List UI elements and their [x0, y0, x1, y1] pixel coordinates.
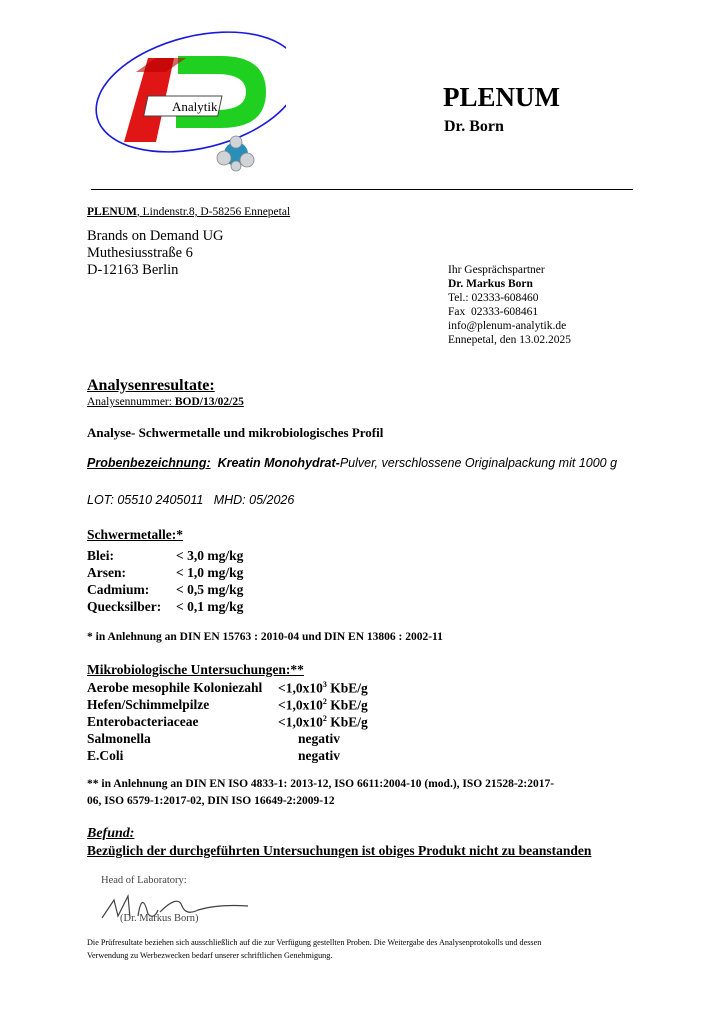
- heavy-metal-name-lead: Blei:: [87, 548, 114, 563]
- signature-head: Head of Laboratory:: [101, 875, 187, 886]
- micro-value-aerobic: [278, 680, 368, 697]
- heavy-metals-note: * in Anlehnung an DIN EN 15763 : 2010-04 und DIN EN 13806 : 2002-11: [87, 631, 443, 643]
- micro-value-yeast-base: <1,0x10: [278, 697, 323, 713]
- results-number-line: [87, 396, 244, 408]
- sender-line: [87, 206, 290, 218]
- micro-value-aerobic-unit: KbE/g: [326, 680, 368, 696]
- micro-value-yeast: [278, 697, 368, 714]
- heavy-metal-value-arsenic: < 1,0 mg/kg: [176, 565, 244, 580]
- heavy-metal-name-mercury: Quecksilber:: [87, 599, 162, 614]
- signature-name: (Dr. Markus Born): [120, 913, 199, 924]
- sender-name: PLENUM: [87, 206, 137, 218]
- recipient-line-2: Muthesiusstraße 6: [87, 245, 193, 261]
- sample-line: [87, 456, 617, 470]
- finding-text: Bezüglich der durchgeführten Untersuchungen ist obiges Produkt nicht zu beanstanden: [87, 843, 592, 858]
- heavy-metal-name-arsenic: Arsen:: [87, 565, 126, 580]
- results-number-label: Analysennummer:: [87, 396, 175, 408]
- micro-value-ecoli: negativ: [298, 748, 340, 763]
- sample-label: Probenbezeichnung:: [87, 456, 211, 470]
- heavy-metal-value-mercury: < 0,1 mg/kg: [176, 599, 244, 614]
- micro-value-entero-exp: 2: [322, 714, 327, 723]
- micro-note-line-2: 06, ISO 6579-1:2017-02, DIN ISO 16649-2:2009-12: [87, 795, 335, 807]
- micro-note-line-1: ** in Anlehnung an DIN EN ISO 4833-1: 2013-12, ISO 6611:2004-10 (mod.), ISO 21528-2:2017-: [87, 778, 555, 790]
- micro-name-salmonella: Salmonella: [87, 731, 151, 746]
- results-number: BOD/13/02/25: [174, 396, 244, 408]
- footer-line-2: Verwendung zu Werbezwecken bedarf unserer schriftlichen Genehmigung.: [87, 951, 333, 960]
- contact-name: Dr. Markus Born: [448, 278, 533, 290]
- heavy-metal-name-cadmium: Cadmium:: [87, 582, 150, 597]
- contact-fax: Fax 02333-608461: [448, 306, 539, 318]
- micro-value-entero-unit: KbE/g: [326, 714, 368, 730]
- plenum-analytik-logo: [86, 30, 286, 180]
- micro-value-salmonella: negativ: [298, 731, 340, 746]
- company-name: PLENUM: [443, 82, 560, 112]
- results-subtitle: Analyse- Schwermetalle und mikrobiologisches Profil: [87, 425, 384, 440]
- micro-value-aerobic-base: <1,0x10: [278, 680, 323, 696]
- micro-value-entero: [278, 714, 368, 731]
- heavy-metals-title: Schwermetalle:*: [87, 527, 183, 542]
- micro-name-entero: Enterobacteriaceae: [87, 714, 199, 729]
- micro-value-aerobic-exp: 3: [322, 680, 327, 689]
- micro-value-yeast-exp: 2: [322, 697, 327, 706]
- micro-value-yeast-unit: KbE/g: [326, 697, 368, 713]
- micro-name-yeast: Hefen/Schimmelpilze: [87, 697, 210, 712]
- sender-address: , Lindenstr.8, D-58256 Ennepetal: [136, 206, 291, 218]
- finding-title: Befund:: [87, 826, 135, 841]
- header-divider: [91, 189, 633, 190]
- heavy-metal-value-lead: < 3,0 mg/kg: [176, 548, 244, 563]
- sample-lot: LOT: 05510 2405011 MHD: 05/2026: [87, 493, 295, 507]
- micro-name-ecoli: E.Coli: [87, 748, 124, 763]
- sample-product: Kreatin Monohydrat-: [217, 456, 340, 470]
- micro-title: Mikrobiologische Untersuchungen:**: [87, 662, 304, 677]
- contact-label: Ihr Gesprächspartner: [448, 264, 545, 276]
- results-title: Analysenresultate:: [87, 377, 215, 394]
- contact-email: info@plenum-analytik.de: [448, 320, 567, 332]
- recipient-line-1: Brands on Demand UG: [87, 228, 224, 244]
- recipient-line-3: D-12163 Berlin: [87, 262, 179, 278]
- footer-line-1: Die Prüfresultate beziehen sich ausschließlich auf die zur Verfügung gestellten Proben. Die Weitergabe des Analysenprotokolls und dessen: [87, 938, 542, 947]
- company-person: Dr. Born: [444, 118, 504, 135]
- heavy-metal-value-cadmium: < 0,5 mg/kg: [176, 582, 244, 597]
- logo-text: Analytik: [172, 99, 218, 114]
- micro-name-aerobic: Aerobe mesophile Koloniezahl: [87, 680, 263, 695]
- contact-date: Ennepetal, den 13.02.2025: [448, 334, 571, 346]
- micro-value-entero-base: <1,0x10: [278, 714, 323, 730]
- contact-tel: Tel.: 02333-608460: [448, 292, 539, 304]
- sample-description: Pulver, verschlossene Originalpackung mit 1000 g: [339, 456, 618, 470]
